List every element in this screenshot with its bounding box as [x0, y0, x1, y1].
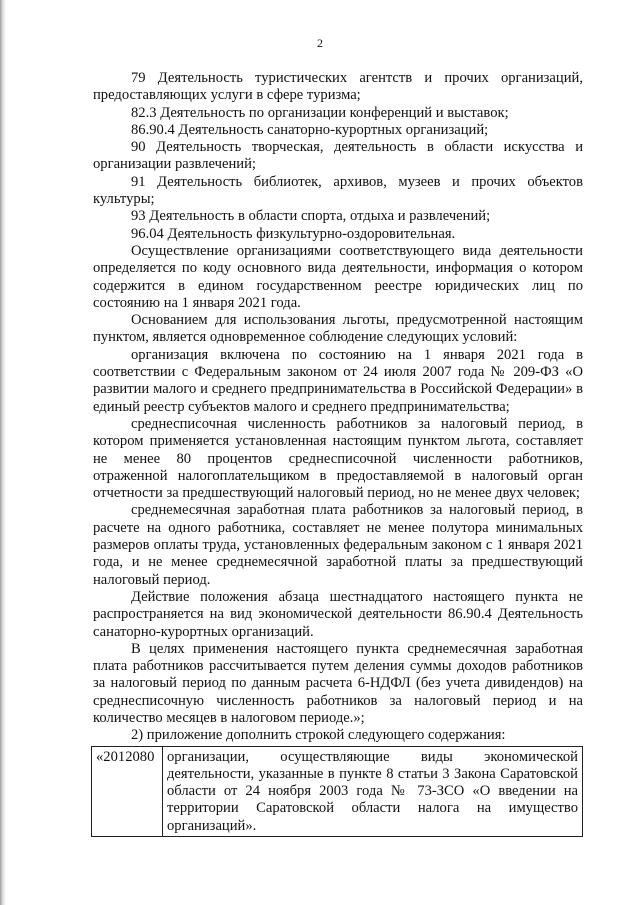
paragraph-okved-86-90-4: 86.90.4 Деятельность санаторно-курортных организаций; — [131, 121, 489, 138]
page-number: 2 — [317, 36, 323, 50]
paragraph-condition-salary: среднемесячная заработная плата работников за налоговый период, в расчете на одного работника, составляет не менее полутора минимальных размеров оплаты труда, установленных федеральным законом с 1 января 2021 года, и не менее среднемесячной заработной платы за предшествующий налоговый период. — [93, 502, 583, 588]
paragraph-appendix-amendment: 2) приложение дополнить строкой следующего содержания: — [131, 727, 506, 744]
paragraph-condition-registry: организация включена по состоянию на 1 января 2021 года в соответствии с Федеральным законом от 24 июля 2007 года № 209-ФЗ «О развитии малого и среднего предпринимательства в Российской Федерации» в единый реестр субъектов малого и среднего предпринимательства; — [93, 346, 583, 415]
paragraph-okved-79: 79 Деятельность туристических агентств и прочих организаций, предоставляющих услуги в сфере туризма; — [93, 70, 583, 104]
paragraph-okved-96-04: 96.04 Деятельность физкультурно-оздоровительная. — [131, 225, 456, 242]
table-row — [92, 746, 583, 836]
paragraph-exception: Действие положения абзаца шестнадцатого настоящего пункта не распространяется на вид экономической деятельности 86.90.4 Деятельность санаторно-курортных организаций. — [93, 588, 583, 640]
scan-edge-shadow — [0, 0, 6, 905]
paragraph-salary-calculation: В целях применения настоящего пункта среднемесячная заработная плата работников рассчитывается путем деления суммы доходов работников за налоговый период по данным расчета 6-НДФЛ (без учета дивидендов) на среднесписочную численность работников за налоговый период и на количество месяцев в налоговом периоде.»; — [93, 640, 583, 726]
paragraph-okved-90: 90 Деятельность творческая, деятельность в области искусства и организации развлечений; — [93, 139, 583, 173]
document-body — [93, 70, 583, 837]
table-text-cell: организации, осуществляющие виды экономической деятельности, указанные в пункте 8 статьи 3 Закона Саратовской области от 24 ноября 2003 года № 73-ЗСО «О введении на территории Саратовской области налога на имущество организаций». — [163, 746, 583, 836]
paragraph-conditions-intro: Основанием для использования льготы, предусмотренной настоящим пунктом, является одновременное соблюдение следующих условий: — [93, 312, 583, 346]
paragraph-okved-93: 93 Деятельность в области спорта, отдыха и развлечений; — [131, 208, 491, 225]
paragraph-condition-headcount: среднесписочная численность работников за налоговый период, в котором применяется установленная настоящим пунктом льгота, составляет не менее 80 процентов среднесписочной численности работников, отраженной налогоплательщиком в предоставляемой в налоговый орган отчетности за предшествующий налоговый период, но не менее двух человек; — [93, 415, 583, 502]
paragraph-activity-definition: Осуществление организациями соответствующего вида деятельности определяется по коду основного вида деятельности, информация о котором содержится в едином государственном реестре юридических лиц по состоянию на 1 января 2021 года. — [93, 242, 583, 311]
paragraph-okved-82-3: 82.3 Деятельность по организации конференций и выставок; — [131, 104, 509, 121]
appendix-table — [91, 746, 583, 837]
table-code-cell: «2012080 — [92, 746, 163, 836]
paragraph-okved-91: 91 Деятельность библиотек, архивов, музеев и прочих объектов культуры; — [93, 173, 583, 208]
